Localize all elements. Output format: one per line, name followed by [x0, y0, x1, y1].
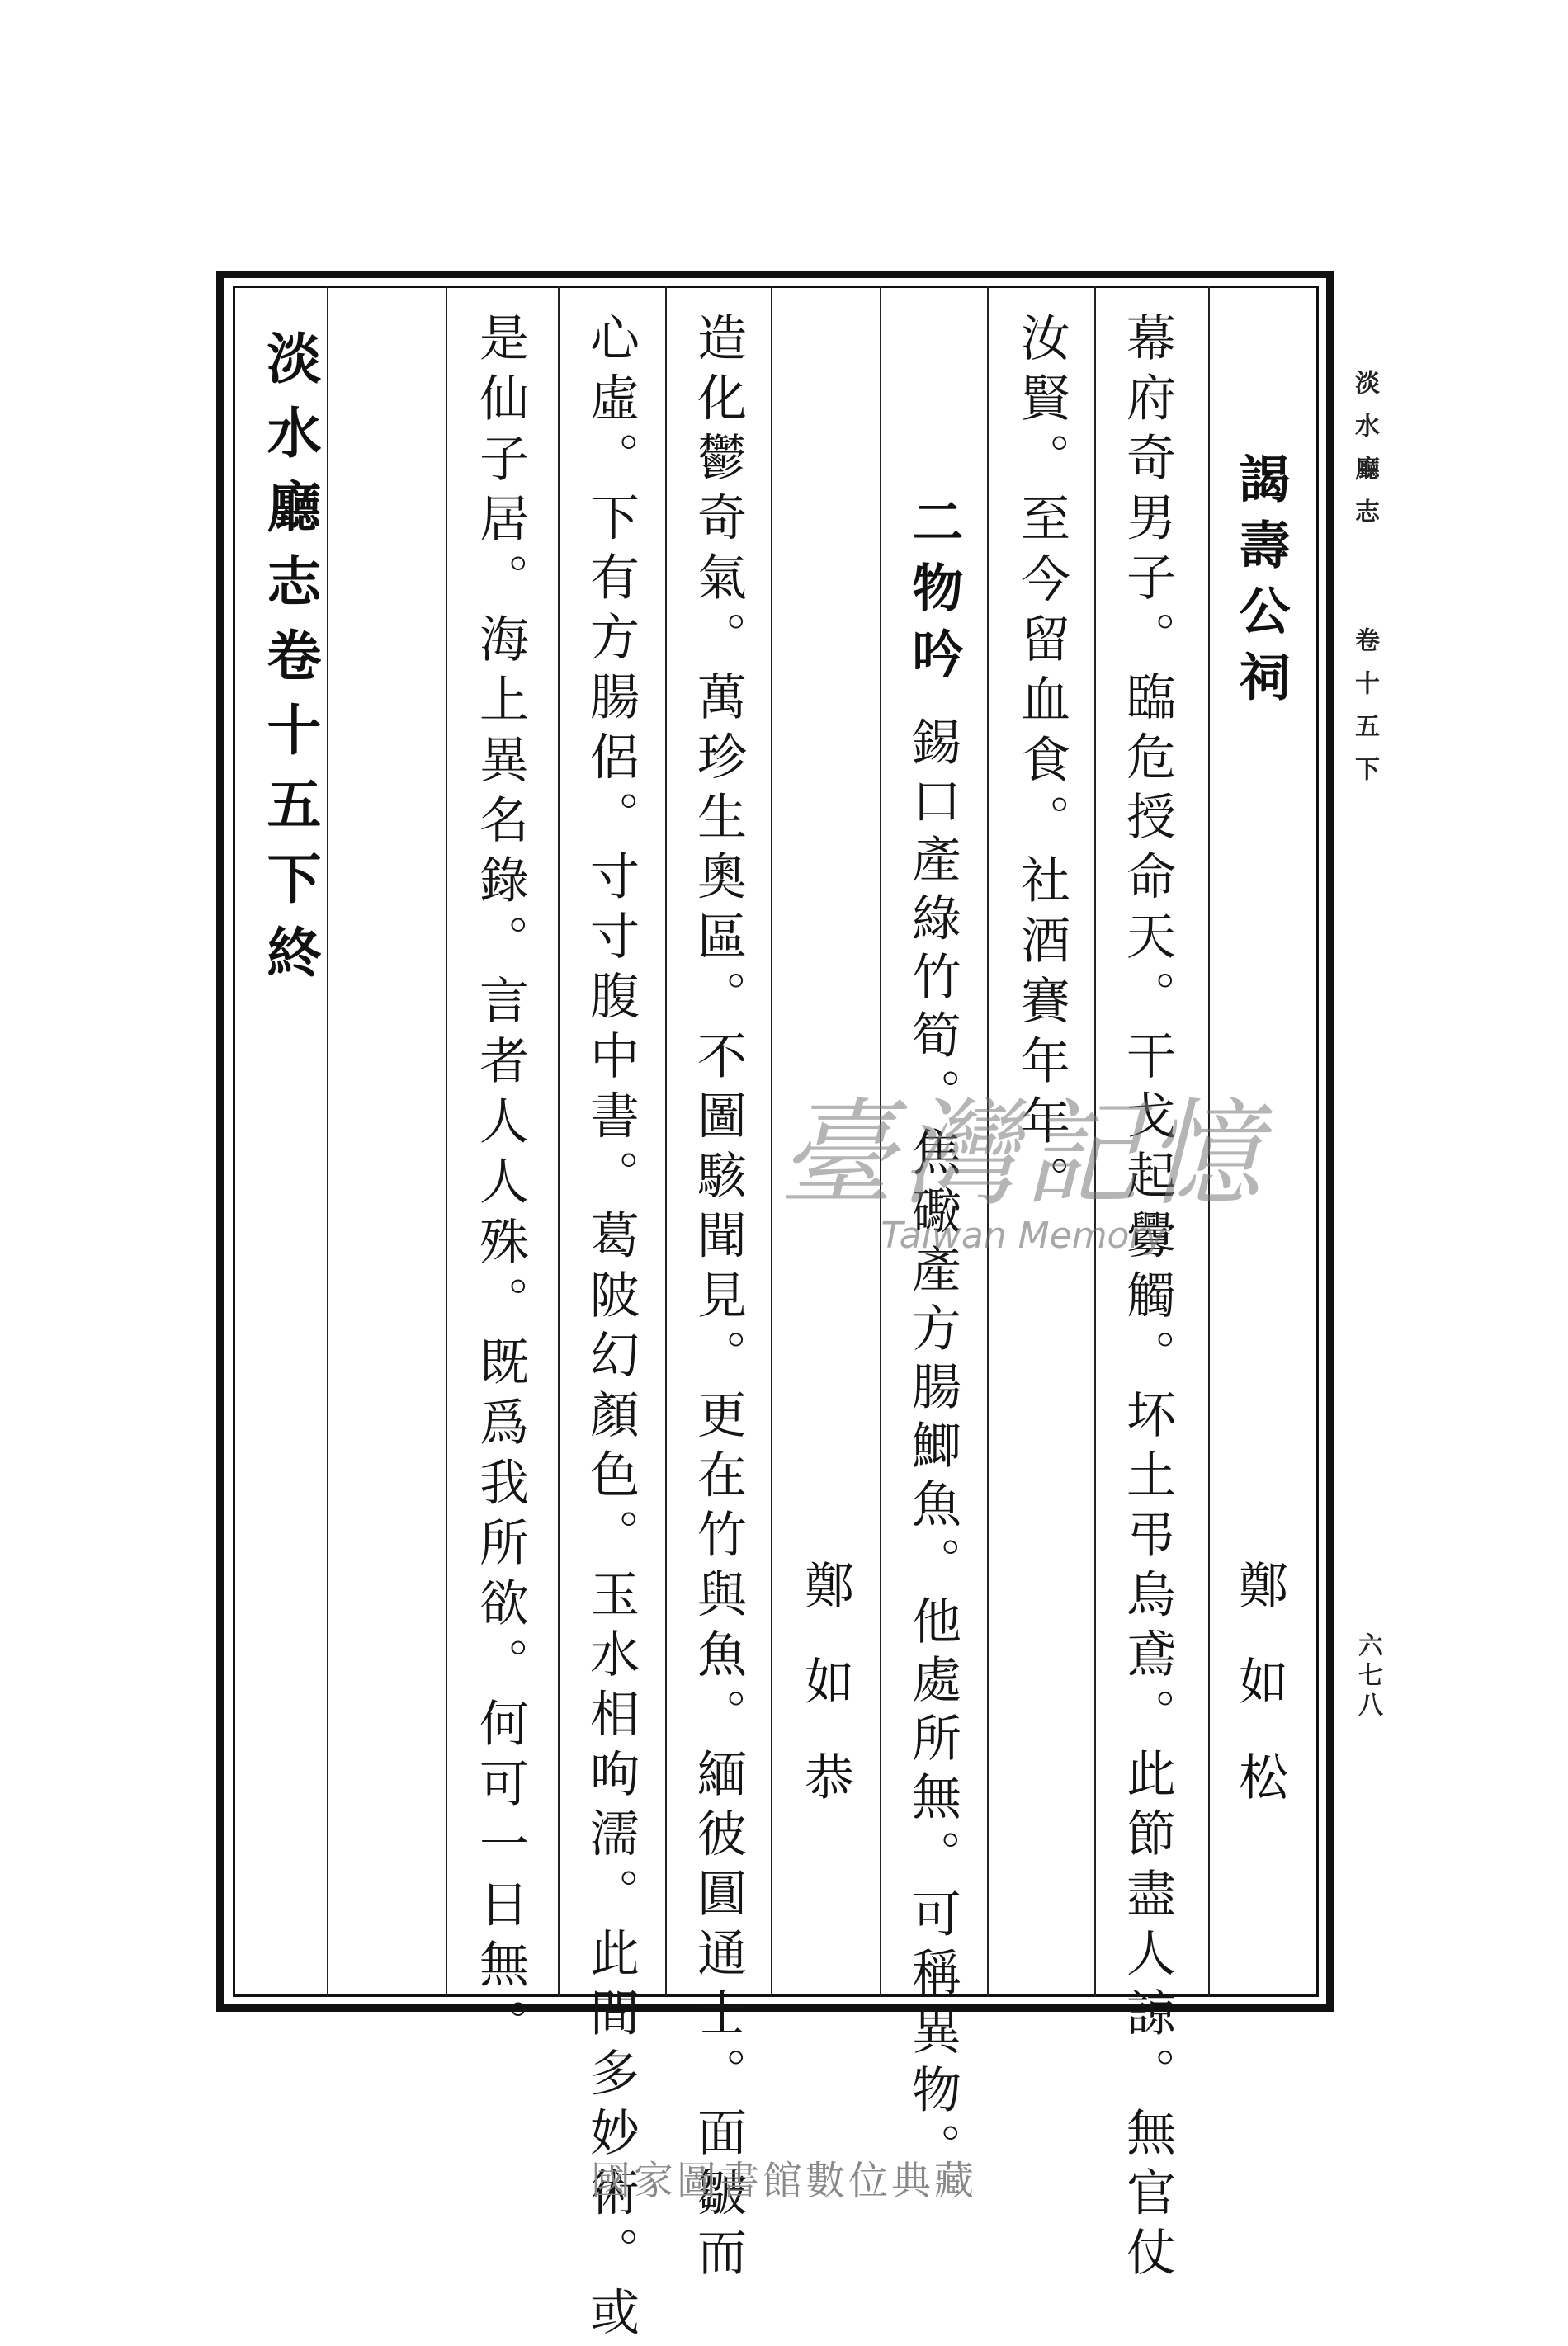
poem-line: 造化鬱奇氣。萬珍生奧區。不圖駭聞見。更在竹與魚。緬彼圓通士。面皺而 [689, 312, 747, 2287]
page-number: 六七八 [1353, 1632, 1382, 1721]
poem-subtitle: 錫口產綠竹筍。焦礮產方腸鯽魚。他處所無。可稱異物。 [904, 716, 961, 2181]
poem-line: 是仙子居。海上異名錄。言者人人殊。既爲我所欲。何可一日無。 [471, 312, 529, 2059]
column-rule [771, 286, 772, 1997]
column-rule [558, 286, 560, 1997]
poem-author: 鄭如恭 [796, 1560, 854, 1847]
column-rule [1208, 286, 1210, 1997]
column-rule [987, 286, 989, 1997]
watermark-english: Taiwan Memory [881, 1215, 1166, 1257]
margin-volume: 卷十五下 [1350, 627, 1379, 799]
column-rule [665, 286, 667, 1997]
poem-line: 心虛。下有方腸侶。寸寸腹中書。葛陂幻顏色。玉水相呴濡。此間多妙術。或 [582, 312, 640, 2346]
poem-line: 幕府奇男子。臨危授命天。干戈起釁觸。坏土弔烏鳶。此節盡人諒。無官仗 [1118, 312, 1176, 2287]
watermark-chinese: 臺灣記憶 [778, 1088, 1268, 1222]
poem-title: 謁壽公祠 [1230, 452, 1291, 716]
poem-title: 二物吟 [904, 495, 964, 693]
volume-end-title: 淡水廳志卷十五下終 [257, 330, 322, 998]
column-rule [880, 286, 881, 1997]
footer-credit: 國家圖書館數位典藏 [590, 2158, 977, 2204]
margin-book-title: 淡水廳志 [1350, 370, 1379, 541]
column-rule [446, 286, 447, 1997]
poem-author: 鄭如松 [1230, 1560, 1288, 1847]
column-rule [327, 286, 328, 1997]
column-rule [1094, 286, 1096, 1997]
poem-line: 汝賢。至今留血食。社酒賽年年。 [1013, 312, 1070, 1215]
